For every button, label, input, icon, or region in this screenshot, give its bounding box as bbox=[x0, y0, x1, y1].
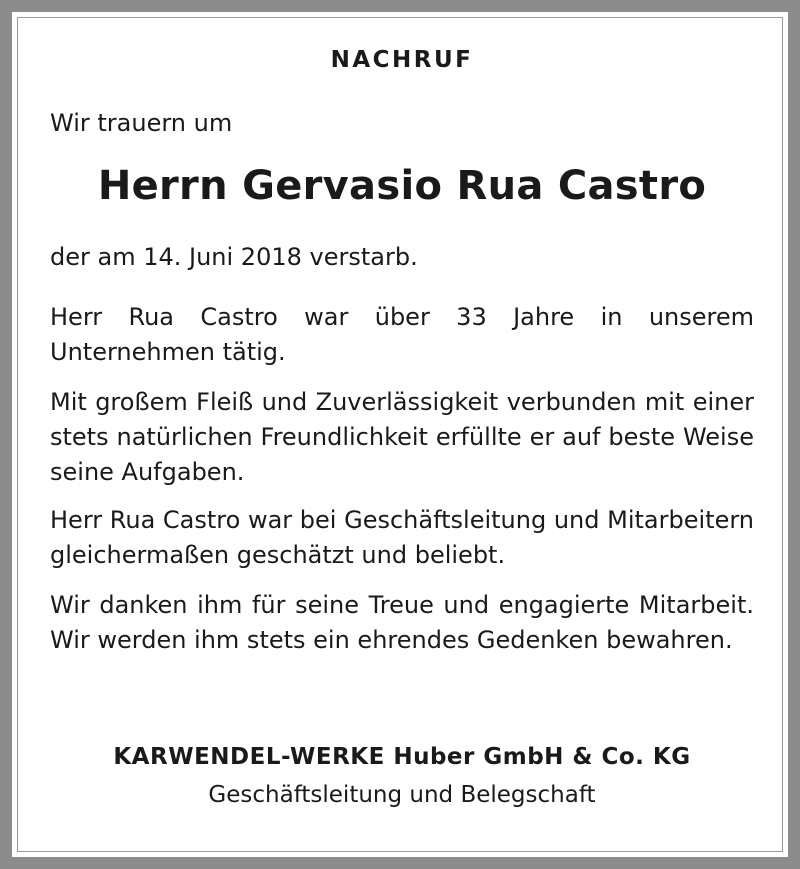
intro-line: Wir trauern um bbox=[50, 109, 233, 137]
paragraph-thanks: Wir danken ihm für seine Treue und engagierte Mitarbeit. Wir werden ihm stets ein ehrendes Gedenken bewahren. bbox=[50, 591, 754, 654]
paragraph-tenure: Herr Rua Castro war über 33 Jahre in unserem Unternehmen tätig. bbox=[50, 303, 754, 366]
company-name: KARWENDEL-WERKE Huber GmbH & Co. KG bbox=[113, 744, 691, 770]
notice-heading: NACHRUF bbox=[330, 47, 474, 73]
paragraph-diligence: Mit großem Fleiß und Zuverlässigkeit verbunden mit einer stets natürlichen Freundlichkeit erfüllte er auf beste Weise seine Aufgaben. bbox=[50, 388, 754, 486]
paragraph-esteem: Herr Rua Castro war bei Geschäftsleitung und Mitarbeitern gleichermaßen geschätzt und beliebt. bbox=[50, 506, 754, 569]
deceased-name: Herrn Gervasio Rua Castro bbox=[97, 163, 707, 209]
date-of-death-line: der am 14. Juni 2018 verstarb. bbox=[50, 243, 418, 271]
signature-line: Geschäftsleitung und Belegschaft bbox=[208, 782, 596, 808]
